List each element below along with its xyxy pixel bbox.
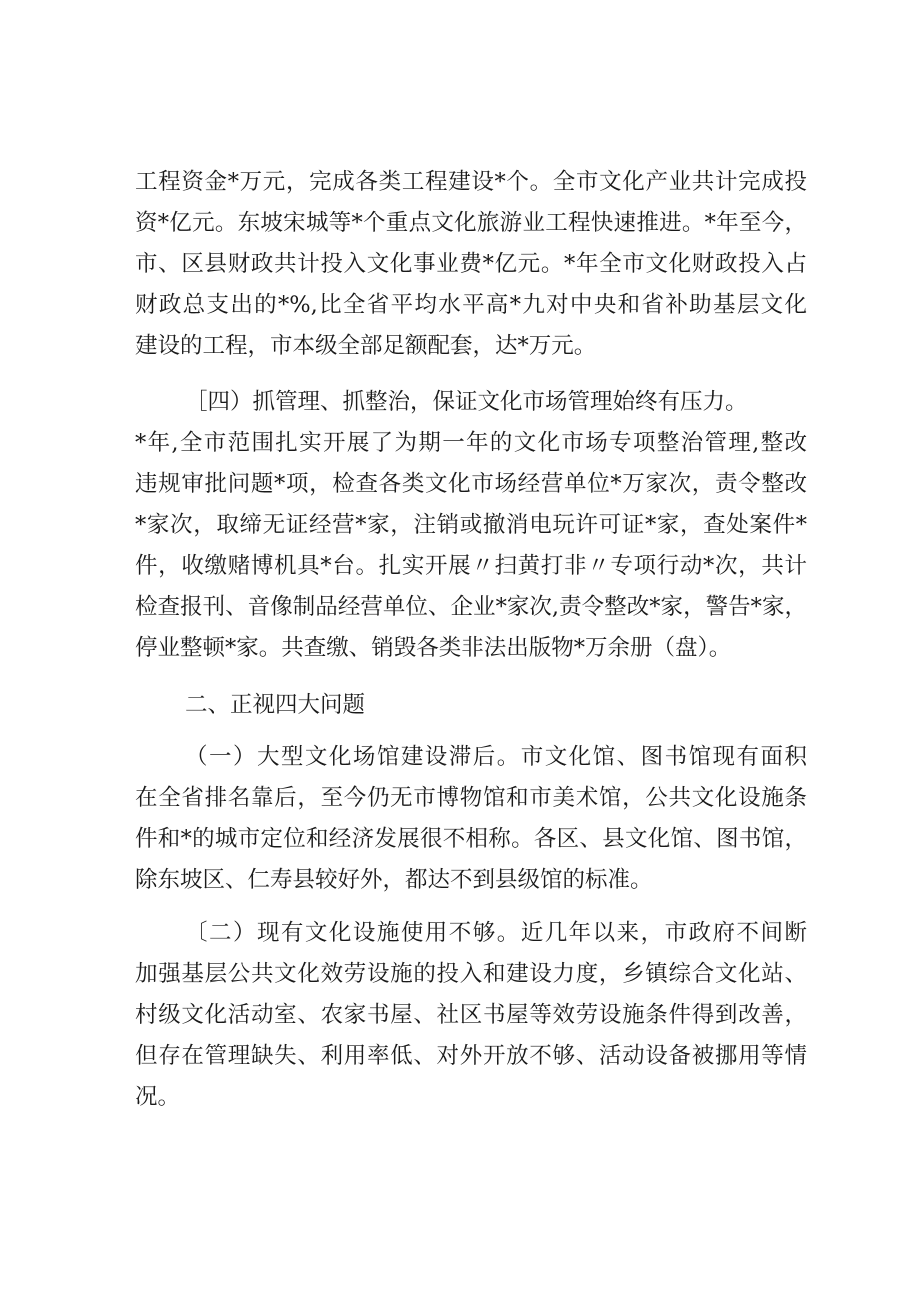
paragraph-funding	[135, 162, 807, 367]
paragraph-market-management	[135, 382, 807, 669]
paragraph-line: 〔二）现有文化设施使用不够。近几年以来，市政府不间断	[185, 920, 807, 946]
paragraph-line: 件，收缴赌博机具*台。扎实开展〃扫黄打非〃专项行动*次，共计	[135, 553, 807, 579]
paragraph-line: 在全省排名靠后，至今仍无市博物馆和市美术馆，公共文化设施条	[135, 785, 807, 811]
paragraph-line: 停业整顿*家。共查缴、销毁各类非法出版物*万余册（盘）。	[135, 635, 732, 661]
paragraph-line: 建设的工程，市本级全部足额配套，达*万元。	[135, 333, 597, 359]
paragraph-line: 件和*的城市定位和经济发展很不相称。各区、县文化馆、图书馆，	[135, 826, 807, 852]
paragraph-line: 财政总支出的*%,比全省平均水平高*九对中央和省补助基层文化	[135, 292, 807, 318]
paragraph-line: 市、区县财政共计投入文化事业费*亿元。*年全市文化财政投入占	[135, 251, 807, 277]
paragraph-line: 除东坡区、仁寿县较好外，都达不到县级馆的标准。	[135, 867, 653, 893]
paragraph-line: ［四）抓管理、抓整治，保证文化市场管理始终有压力。	[185, 389, 748, 415]
paragraph-line: （一）大型文化场馆建设滞后。市文化馆、图书馆现有面积	[185, 744, 807, 770]
paragraph-line: 检查报刊、音像制品经营单位、企业*家次,责令整改*家，警告*家，	[135, 594, 807, 620]
paragraph-line: 资*亿元。东坡宋城等*个重点文化旅游业工程快速推进。*年至今，	[135, 210, 807, 236]
paragraph-line: 违规审批问题*项，检查各类文化市场经营单位*万家次，责令整改	[135, 471, 807, 497]
paragraph-line: 但存在管理缺失、利用率低、对外开放不够、活动设备被挪用等情	[135, 1043, 807, 1069]
paragraph-venue-construction	[135, 737, 807, 901]
paragraph-line: 加强基层公共文化效劳设施的投入和建设力度，乡镇综合文化站、	[135, 961, 807, 987]
paragraph-facility-usage	[135, 913, 807, 1118]
paragraph-line: *家次，取缔无证经营*家，注销或撤消电玩许可证*家，查处案件*	[135, 512, 807, 538]
paragraph-line: 况。	[135, 1084, 181, 1110]
paragraph-line: 工程资金*万元，完成各类工程建设*个。全市文化产业共计完成投	[135, 169, 807, 195]
paragraph-line: 村级文化活动室、农家书屋、社区书屋等效劳设施条件得到改善，	[135, 1002, 807, 1028]
paragraph-line: *年,全市范围扎实开展了为期一年的文化市场专项整治管理,整改	[135, 430, 807, 456]
section-heading: 二、正视四大问题	[185, 692, 366, 718]
